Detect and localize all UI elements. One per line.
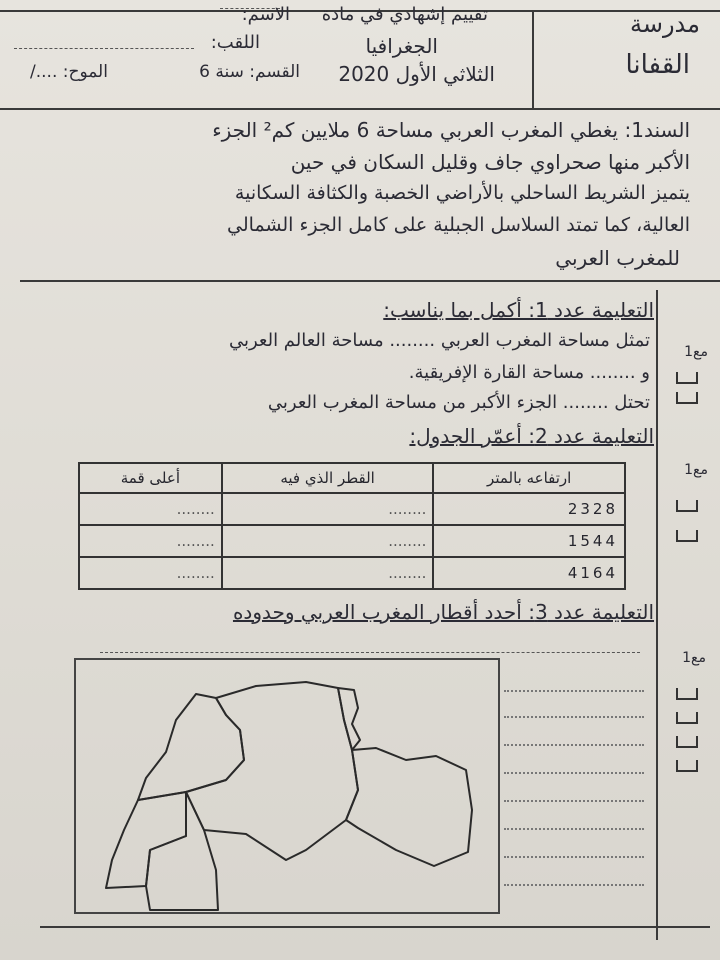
table-cell[interactable]: ........ xyxy=(79,525,222,557)
term: الثلاثي الأول 2020 xyxy=(338,62,495,86)
table-row xyxy=(79,525,625,557)
maghreb-map xyxy=(76,660,498,912)
table-cell: 1544 xyxy=(433,525,625,557)
margin-tick xyxy=(676,736,698,748)
answer-line[interactable] xyxy=(504,856,644,858)
name-label: الاسم: xyxy=(241,4,290,25)
table-cell[interactable]: ........ xyxy=(79,493,222,525)
table-cell: 2328 xyxy=(433,493,625,525)
map-region-tunisia xyxy=(338,688,360,750)
answer-line[interactable] xyxy=(504,800,644,802)
passage-line-3: يتميز الشريط الساحلي بالأراضي الخصبة والكثافة السكانية xyxy=(234,182,690,204)
header-divider xyxy=(532,10,534,108)
answer-line[interactable] xyxy=(504,772,644,774)
answer-line[interactable] xyxy=(504,690,644,692)
table-cell[interactable]: ........ xyxy=(222,493,434,525)
passage-line-2: الأكبر منها صحراوي جاف وقليل السكان في حين xyxy=(290,150,690,174)
grade-label: الموح: ..../ xyxy=(30,62,108,82)
table-row xyxy=(79,493,625,525)
passage-line-1: السند1: يغطي المغرب العربي مساحة 6 ملايين كم² الجزء xyxy=(212,118,690,142)
answer-line[interactable] xyxy=(504,744,644,746)
map-region-libya xyxy=(346,748,472,866)
passage-line-5: للمغرب العربي xyxy=(555,246,680,270)
margin-tick xyxy=(676,530,698,542)
peaks-table xyxy=(78,462,626,590)
answer-line[interactable] xyxy=(504,716,644,718)
map-region-morocco xyxy=(138,694,244,800)
table-header: أعلى قمة xyxy=(79,463,222,493)
margin-tick xyxy=(676,712,698,724)
margin-mark-3: مع1 xyxy=(682,650,706,666)
class: القسم: سنة 6 xyxy=(199,62,300,82)
map-frame xyxy=(74,658,500,914)
task1-line-3: تحتل ........ الجزء الأكبر من مساحة المغرب العربي xyxy=(267,392,650,413)
exam-title: تقييم إشهادي في مادة xyxy=(321,4,488,25)
margin-tick xyxy=(676,372,698,384)
bottom-line xyxy=(40,926,710,928)
table-header: ارتفاعه بالمتر xyxy=(433,463,625,493)
margin-mark-2: مع1 xyxy=(684,462,708,478)
task1-line-1: تمثل مساحة المغرب العربي ........ مساحة العالم العربي xyxy=(228,330,650,351)
table-cell[interactable]: ........ xyxy=(222,525,434,557)
task3-title: التعليمة عدد 3: أحدد أقطار المغرب العربي وحدوده xyxy=(232,600,654,624)
map-region-algeria xyxy=(186,682,358,860)
table-cell: 4164 xyxy=(433,557,625,589)
task2-title: التعليمة عدد 2: أعمّر الجدول: xyxy=(409,424,654,448)
table-cell[interactable]: ........ xyxy=(79,557,222,589)
task1-title: التعليمة عدد 1: أكمل بما يناسب: xyxy=(383,298,654,322)
margin-tick xyxy=(676,500,698,512)
task1-line-2: و ........ مساحة القارة الإفريقية. xyxy=(408,362,650,383)
margin-line xyxy=(656,290,658,940)
school-name: القفانا xyxy=(625,50,690,80)
margin-tick xyxy=(676,392,698,404)
answer-line[interactable] xyxy=(504,884,644,886)
surname-dash xyxy=(14,48,194,49)
table-header-row xyxy=(79,463,625,493)
header-bottom-line xyxy=(0,108,720,110)
table-row xyxy=(79,557,625,589)
passage-divider xyxy=(20,280,720,282)
surname-label: اللقب: xyxy=(210,32,260,53)
subject: الجغرافيا xyxy=(365,34,438,58)
task3-dash xyxy=(100,652,640,653)
school-label: مدرسة xyxy=(629,10,700,38)
table-cell[interactable]: ........ xyxy=(222,557,434,589)
answer-line[interactable] xyxy=(504,828,644,830)
passage-line-4: العالية، كما تمتد السلاسل الجبلية على كامل الجزء الشمالي xyxy=(227,214,690,236)
margin-tick xyxy=(676,760,698,772)
map-region-mauritania xyxy=(146,792,218,910)
margin-mark-1: مع1 xyxy=(684,344,708,360)
margin-tick xyxy=(676,688,698,700)
table-header: القطر الذي فيه xyxy=(222,463,434,493)
